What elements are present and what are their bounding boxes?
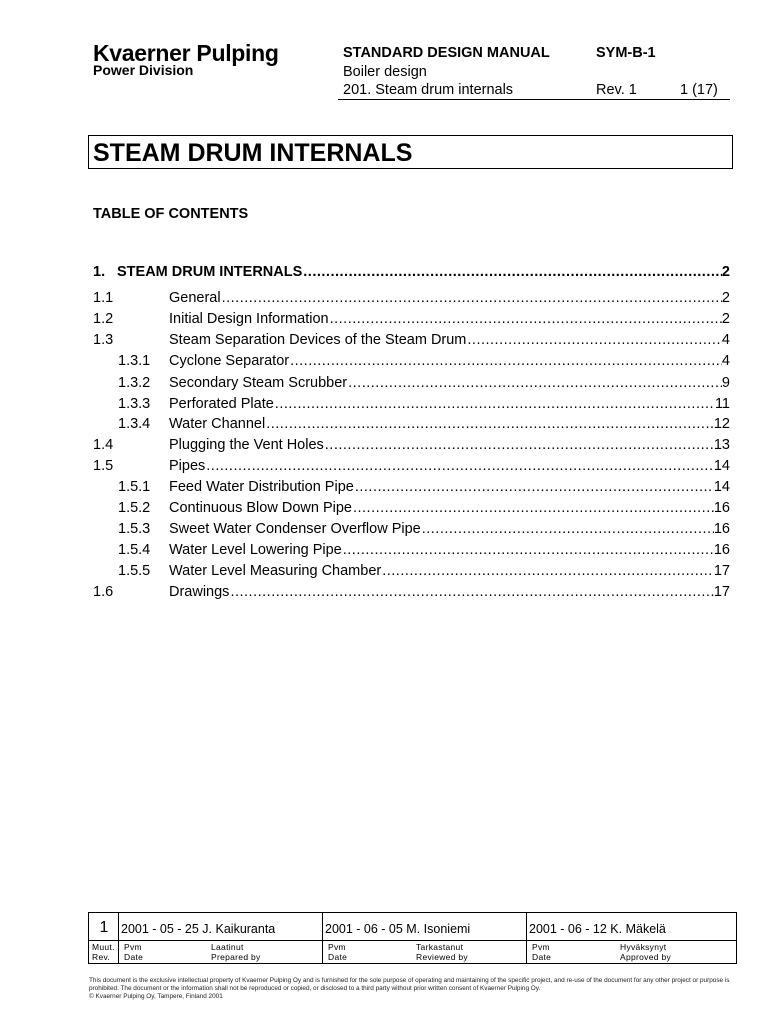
toc-entry-body	[169, 415, 730, 433]
toc-entry-page: 17	[713, 563, 730, 579]
approved-by-label: Approved by	[620, 952, 672, 962]
toc-entry	[93, 457, 730, 475]
tarkastanut-label: Tarkastanut	[416, 942, 464, 952]
toc-entry	[93, 331, 730, 349]
toc-entry-body	[169, 562, 730, 580]
table-column-line	[118, 913, 119, 963]
toc-leader-dots	[466, 331, 722, 349]
toc-entry-title: STEAM DRUM INTERNALS	[117, 264, 303, 280]
toc-entry	[93, 263, 730, 281]
toc-entry	[93, 478, 730, 496]
toc-entry	[93, 395, 730, 413]
toc-entry-number: 1.2	[93, 311, 114, 327]
company-name: Kvaerner Pulping	[93, 40, 279, 66]
revision-number: 1	[99, 919, 109, 936]
toc-heading: TABLE OF CONTENTS	[93, 206, 249, 222]
laatinut-label: Laatinut	[211, 942, 244, 952]
toc-entry-page: 13	[713, 437, 730, 453]
toc-entry	[93, 415, 730, 433]
toc-entry-body	[169, 478, 730, 496]
copyright-text: © Kvaerner Pulping Oy, Tampere, Finland 2001	[89, 993, 223, 1000]
toc-entry-title: Pipes	[169, 458, 206, 474]
toc-entry-title: Steam Separation Devices of the Steam Drum	[169, 332, 467, 348]
toc-entry	[93, 374, 730, 392]
toc-entry-number: 1.5.1	[118, 479, 151, 495]
toc-entry-title: General	[169, 290, 221, 306]
date-label: Date	[328, 952, 348, 962]
toc-leader-dots	[352, 499, 714, 517]
toc-entry	[93, 520, 730, 538]
toc-entry-body	[169, 352, 730, 370]
toc-entry-body	[169, 436, 730, 454]
toc-entry	[93, 541, 730, 559]
toc-entry-title: Perforated Plate	[169, 396, 274, 412]
toc-entry-title: Cyclone Separator	[169, 353, 290, 369]
toc-entry-page: 17	[713, 584, 730, 600]
toc-entry-title: Secondary Steam Scrubber	[169, 375, 348, 391]
toc-leader-dots	[324, 436, 714, 454]
toc-entry-body	[117, 263, 730, 281]
toc-leader-dots	[421, 520, 714, 538]
toc-entry-number: 1.5	[93, 458, 114, 474]
toc-entry	[93, 583, 730, 601]
toc-entry-body	[169, 541, 730, 559]
toc-entry-number: 1.5.3	[118, 521, 151, 537]
toc-entry-number: 1.3	[93, 332, 114, 348]
toc-entry-title: Water Level Measuring Chamber	[169, 563, 382, 579]
table-column-line	[322, 913, 323, 963]
toc-entry-number: 1.3.2	[118, 375, 151, 391]
toc-leader-dots	[381, 562, 714, 580]
legal-notice	[89, 977, 734, 1001]
toc-entry-number: 1.3.4	[118, 416, 151, 432]
table-divider	[89, 940, 736, 941]
toc-entry-title: Water Channel	[169, 416, 266, 432]
toc-leader-dots	[274, 395, 715, 413]
toc-entry	[93, 436, 730, 454]
reviewed-entry: 2001 - 06 - 05 M. Isoniemi	[325, 922, 471, 936]
revision-label: Rev. 1	[596, 82, 637, 98]
date-label: Date	[532, 952, 552, 962]
pvm-label: Pvm	[532, 942, 550, 952]
toc-leader-dots	[205, 457, 714, 475]
approval-table	[88, 912, 737, 964]
date-label: Date	[124, 952, 144, 962]
toc-entry-page: 9	[721, 375, 730, 391]
page-number: 1 (17)	[680, 82, 718, 98]
toc-entry-page: 16	[713, 521, 730, 537]
toc-entry-page: 4	[721, 332, 730, 348]
subject-name: 201. Steam drum internals	[343, 82, 514, 98]
header-rule	[338, 99, 730, 100]
toc-entry-page: 14	[713, 458, 730, 474]
toc-leader-dots	[354, 478, 714, 496]
toc-leader-dots	[329, 310, 722, 328]
pvm-label: Pvm	[124, 942, 142, 952]
toc-entry-number: 1.3.1	[118, 353, 151, 369]
section-name: Boiler design	[343, 64, 427, 80]
approved-entry: 2001 - 06 - 12 K. Mäkelä	[529, 922, 666, 936]
toc-entry-body	[169, 395, 730, 413]
toc-entry-page: 2	[721, 311, 730, 327]
toc-entry-title: Plugging the Vent Holes	[169, 437, 324, 453]
toc-entry	[93, 310, 730, 328]
toc-entry-page: 2	[721, 290, 730, 306]
prepared-entry: 2001 - 05 - 25 J. Kaikuranta	[121, 922, 276, 936]
toc-entry-number: 1.5.5	[118, 563, 151, 579]
prepared-by-label: Prepared by	[211, 952, 261, 962]
reviewed-by-label: Reviewed by	[416, 952, 468, 962]
table-column-line	[526, 913, 527, 963]
toc-entry	[93, 499, 730, 517]
toc-entry-number: 1.6	[93, 584, 114, 600]
division-name: Power Division	[93, 62, 194, 78]
pvm-label: Pvm	[328, 942, 346, 952]
toc-entry-page: 2	[721, 264, 730, 280]
toc-entry	[93, 352, 730, 370]
muut-label: Muut.	[92, 942, 115, 952]
toc-entry-number: 1.1	[93, 290, 114, 306]
toc-leader-dots	[229, 583, 713, 601]
toc-entry	[93, 289, 730, 307]
toc-entry-number: 1.5.4	[118, 542, 151, 558]
toc-entry	[93, 562, 730, 580]
toc-entry-title: Sweet Water Condenser Overflow Pipe	[169, 521, 421, 537]
toc-leader-dots	[221, 289, 722, 307]
toc-leader-dots	[342, 541, 714, 559]
toc-leader-dots	[289, 352, 722, 370]
toc-entry-title: Water Level Lowering Pipe	[169, 542, 342, 558]
toc-entry-page: 11	[714, 396, 730, 412]
toc-entry-title: Feed Water Distribution Pipe	[169, 479, 354, 495]
toc-entry-page: 16	[713, 500, 730, 516]
toc-entry-body	[169, 374, 730, 392]
toc-entry-title: Initial Design Information	[169, 311, 329, 327]
title-box	[88, 135, 733, 169]
toc-entry-title: Drawings	[169, 584, 230, 600]
toc-entry-body	[169, 289, 730, 307]
doc-code: SYM-B-1	[596, 45, 656, 61]
toc-entry-page: 12	[713, 416, 730, 432]
rev-label: Rev.	[92, 952, 111, 962]
toc-entry-number: 1.3.3	[118, 396, 151, 412]
toc-entry-body	[169, 499, 730, 517]
toc-entry-number: 1.	[93, 264, 106, 280]
toc-leader-dots	[302, 263, 722, 281]
toc-entry-body	[169, 310, 730, 328]
toc-entry-body	[169, 457, 730, 475]
toc-leader-dots	[265, 415, 714, 433]
document-title: STEAM DRUM INTERNALS	[93, 139, 413, 167]
manual-title: STANDARD DESIGN MANUAL	[343, 45, 550, 61]
toc-leader-dots	[347, 374, 722, 392]
toc-entry-title: Continuous Blow Down Pipe	[169, 500, 352, 516]
legal-text: This document is the exclusive intellectual property of Kvaerner Pulping Oy and is furnished for the sole purpose of operating and maintaining of the specific project, and re-use of the document for any other project or purpose is prohibited. The document or the information shall not be reproduced or copied, or disclosed to a third party without prior written consent of Kvaerner Pulping Oy.	[89, 977, 730, 992]
toc-entry-body	[169, 520, 730, 538]
toc-entry-body	[169, 331, 730, 349]
toc-entry-page: 16	[713, 542, 730, 558]
toc-entry-number: 1.4	[93, 437, 114, 453]
toc-entry-page: 4	[721, 353, 730, 369]
toc-entry-page: 14	[713, 479, 730, 495]
hyvaksynyt-label: Hyväksynyt	[620, 942, 667, 952]
toc-entry-number: 1.5.2	[118, 500, 151, 516]
toc-entry-body	[169, 583, 730, 601]
